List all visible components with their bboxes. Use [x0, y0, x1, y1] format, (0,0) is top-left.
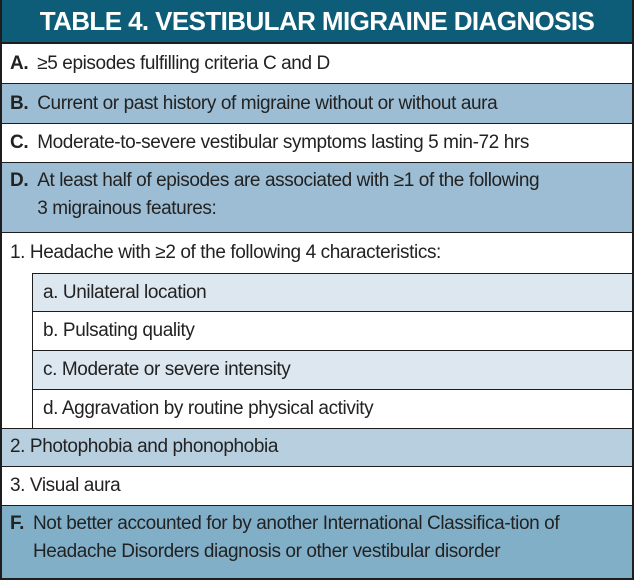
criterion-row-d — [2, 163, 632, 233]
criterion-row-c — [2, 124, 632, 163]
feature-row-3 — [2, 467, 632, 506]
characteristic-text: d. Aggravation by routine physical activity — [43, 398, 374, 419]
feature-text: 1. Headache with ≥2 of the following 4 characteristics: — [10, 242, 441, 263]
criterion-text: Moderate-to-severe vestibular symptoms lasting 5 min-72 hrs — [37, 132, 529, 153]
characteristic-text: c. Moderate or severe intensity — [43, 359, 291, 380]
criterion-label: C. — [10, 132, 29, 153]
criterion-text: Not better accounted for by another International Classifica-tion of Headache Disorders diagnosis or other vestibular disorder — [32, 512, 560, 562]
characteristic-text: b. Pulsating quality — [43, 320, 195, 341]
criterion-text: ≥5 episodes fulfilling criteria C and D — [37, 52, 330, 74]
criterion-label: A. — [10, 52, 29, 74]
criterion-row-f — [2, 506, 632, 578]
criterion-text: At least half of episodes are associated with ≥1 of the following 3 migrainous features: — [37, 170, 540, 219]
characteristic-row-b — [32, 312, 632, 351]
table-title: TABLE 4. VESTIBULAR MIGRAINE DIAGNOSIS — [2, 0, 632, 44]
characteristics-list — [2, 273, 632, 429]
characteristic-row-a — [32, 273, 632, 312]
feature-text: 3. Visual aura — [10, 474, 121, 496]
feature-row-1 — [2, 233, 632, 273]
criterion-label: B. — [10, 92, 29, 114]
criterion-row-a — [2, 44, 632, 84]
characteristic-row-d — [32, 390, 632, 429]
characteristic-row-c — [32, 351, 632, 390]
characteristic-text: a. Unilateral location — [43, 281, 207, 303]
criterion-row-b — [2, 84, 632, 124]
feature-text: 2. Photophobia and phonophobia — [10, 436, 278, 457]
criterion-label: F. — [10, 512, 24, 534]
criterion-text: Current or past history of migraine without or without aura — [37, 92, 498, 114]
feature-row-2 — [2, 428, 632, 467]
criterion-label: D. — [10, 170, 29, 191]
